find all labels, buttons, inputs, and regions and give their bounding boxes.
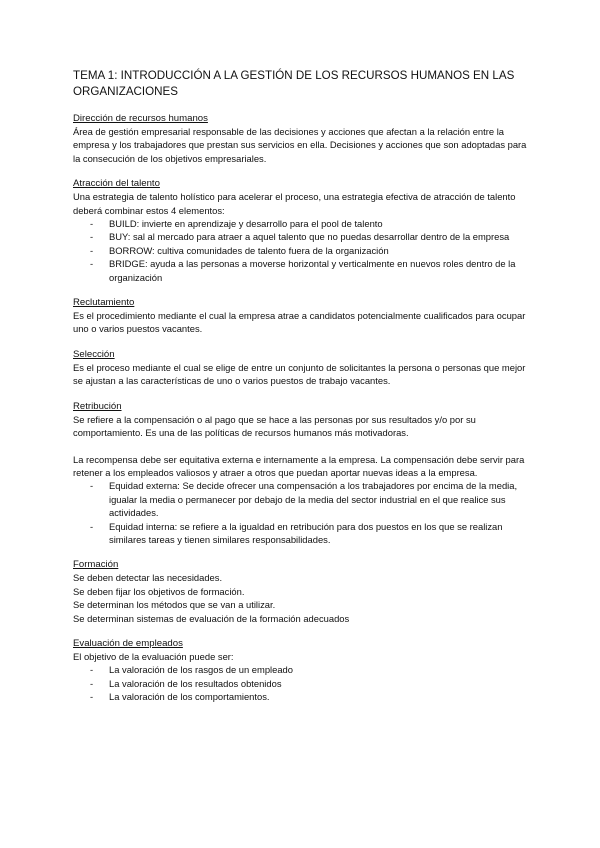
list-item-text: La valoración de los resultados obtenidos — [109, 677, 282, 689]
bullet-dash: - — [90, 244, 94, 256]
list-item — [73, 690, 533, 703]
section-heading: Formación — [73, 559, 119, 571]
document-page — [73, 68, 533, 717]
text-line: Se determinan sistemas de evaluación de la formación adecuados — [73, 612, 350, 624]
section-text: Área de gestión empresarial responsable de las decisiones y acciones que afectan a la relación entre la empresa y los trabajadores que prestan sus servicios en ella. Decisiones y acciones que son adoptadas para la consecución de los objetivos empresariales. — [73, 126, 527, 164]
bullet-dash: - — [90, 520, 94, 532]
section-heading: Selección — [73, 348, 115, 360]
section-text: Una estrategia de talento holístico para acelerar el proceso, una estrategia efectiva de atracción de talento deberá combinar estos 4 elementos: — [73, 191, 516, 216]
list-item-text: BUILD: invierte en aprendizaje y desarrollo para el pool de talento — [109, 218, 383, 230]
list-item — [73, 663, 533, 676]
section-text: Se refiere a la compensación o al pago que se hace a las personas por sus resultados y/o por su comportamiento. Es una de las políticas de recursos humanos más motivadoras. — [73, 413, 476, 439]
section-text-2: La recompensa debe ser equitativa externa e internamente a la empresa. La compensación debe servir para retener a los empleados valiosos y atraer a otros que puedan aportar nuevas ideas a la empresa. — [73, 453, 525, 478]
section-formacion — [73, 559, 533, 625]
list-item-text: La valoración de los comportamientos. — [109, 691, 270, 703]
bullet-dash: - — [90, 691, 94, 703]
list-item — [73, 244, 533, 257]
section-heading: Atracción del talento — [73, 178, 160, 190]
section-atraccion — [73, 178, 533, 284]
document-title: TEMA 1: INTRODUCCIÓN A LA GESTIÓN DE LOS RECURSOS HUMANOS EN LAS ORGANIZACIONES — [73, 69, 515, 98]
list-item-text: La valoración de los rasgos de un empleado — [109, 664, 293, 676]
bullet-dash: - — [90, 218, 94, 230]
section-reclutamiento — [73, 297, 533, 336]
bullet-list — [73, 217, 533, 284]
bullet-list — [73, 663, 533, 703]
list-item — [73, 217, 533, 230]
section-evaluacion — [73, 638, 533, 704]
bullet-dash: - — [90, 258, 94, 270]
bullet-dash: - — [90, 677, 94, 689]
bullet-dash: - — [90, 480, 94, 492]
section-direccion — [73, 113, 533, 165]
section-heading: Retribución — [73, 400, 122, 412]
list-item — [73, 230, 533, 243]
list-item-text: Equidad externa: Se decide ofrecer una compensación a los trabajadores por encima de la media, igualar la media o permanecer por debajo de la media del sector industrial en el que realice sus actividades. — [109, 480, 518, 519]
section-text: El objetivo de la evaluación puede ser: — [73, 650, 234, 662]
text-line: Se determinan los métodos que se van a utilizar. — [73, 599, 276, 611]
bullet-dash: - — [90, 664, 94, 676]
section-retribucion — [73, 401, 533, 547]
bullet-list — [73, 479, 533, 546]
list-item-text: BUY: sal al mercado para atraer a aquel talento que no puedas desarrollar dentro de la empresa — [109, 231, 510, 243]
list-item — [73, 677, 533, 690]
text-line: Se deben detectar las necesidades. — [73, 572, 223, 584]
section-heading: Reclutamiento — [73, 297, 135, 309]
section-seleccion — [73, 349, 533, 388]
list-item — [73, 520, 533, 547]
line-list — [73, 571, 533, 625]
bullet-dash: - — [90, 231, 94, 243]
text-line: Se deben fijar los objetivos de formación. — [73, 585, 245, 597]
section-text: Es el procedimiento mediante el cual la empresa atrae a candidatos potencialmente cualificados para ocupar uno o varios puestos vacantes. — [73, 310, 526, 335]
section-text: Es el proceso mediante el cual se elige de entre un conjunto de solicitantes la persona o personas que mejor se ajustan a las características de uno o varios puestos de trabajo vacantes. — [73, 361, 526, 387]
list-item — [73, 257, 533, 284]
list-item-text: BORROW: cultiva comunidades de talento fuera de la organización — [109, 244, 389, 256]
section-heading: Dirección de recursos humanos — [73, 113, 208, 124]
list-item — [73, 479, 533, 519]
list-item-text: BRIDGE: ayuda a las personas a moverse horizontal y verticalmente en nuevos roles dentro de la organización — [109, 258, 516, 283]
list-item-text: Equidad interna: se refiere a la igualdad en retribución para dos puestos en los que se realizan similares tareas y tienen similares responsabilidades. — [109, 520, 503, 545]
section-heading: Evaluación de empleados — [73, 637, 183, 649]
